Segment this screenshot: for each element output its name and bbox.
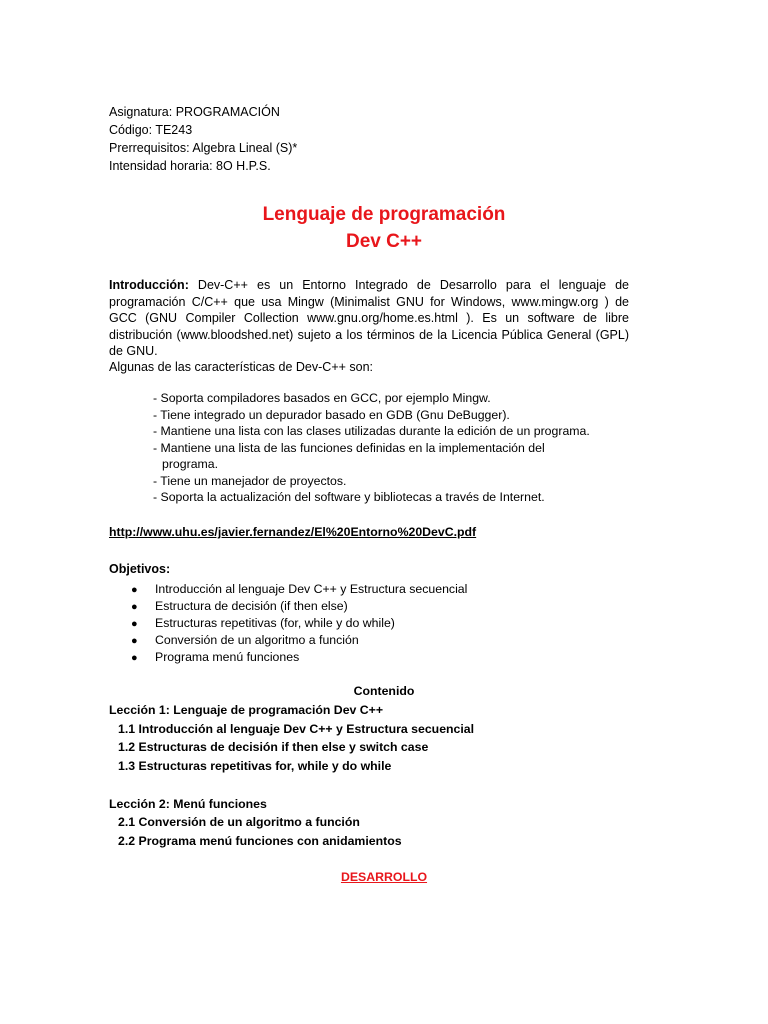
feature-item-continuation: [153, 456, 218, 473]
objetivo-text: Estructuras repetitivas (for, while y do while): [155, 616, 395, 630]
feature-item: - Soporta la actualización del software y bibliotecas a través de Internet.: [153, 490, 545, 504]
prerrequisitos-line: Prerrequisitos: Algebra Lineal (S)*: [109, 141, 298, 155]
leccion-1-heading: Lección 1: Lenguaje de programación Dev C++: [109, 703, 384, 717]
asignatura-line: Asignatura: PROGRAMACIÓN: [109, 105, 280, 119]
desarrollo-link[interactable]: DESARROLLO: [340, 870, 428, 884]
objetivo-item: [131, 581, 467, 599]
bullet-icon: ●: [131, 652, 138, 664]
bullet-icon: ●: [131, 584, 138, 596]
codigo-line: Código: TE243: [109, 123, 193, 137]
feature-item: - Tiene un manejador de proyectos.: [153, 474, 347, 488]
document-title-line2: Dev C++: [345, 231, 423, 252]
bullet-icon: ●: [131, 618, 138, 630]
leccion-2-heading: Lección 2: Menú funciones: [109, 797, 267, 811]
bullet-icon: ●: [131, 601, 138, 613]
objetivo-item: [131, 649, 299, 667]
devc-pdf-link[interactable]: http://www.uhu.es/javier.fernandez/El%20Entorno%20DevC.pdf: [109, 525, 477, 539]
contenido-heading: Contenido: [353, 684, 415, 698]
features-heading: Algunas de las características de Dev-C++ son:: [109, 360, 374, 374]
feature-item: - Soporta compiladores basados en GCC, por ejemplo Mingw.: [153, 391, 491, 405]
document-title-line1: Lenguaje de programación: [262, 204, 506, 225]
leccion-2-item: 2.1 Conversión de un algoritmo a función: [118, 815, 360, 829]
intro-text: Dev-C++ es un Entorno Integrado de Desarrollo para el lenguaje de programación C/C++ que usa Mingw (Minimalist GNU for Windows, www.mingw.org ) de GCC (GNU Compiler Collection www.gnu.org/home.es.html ). Es un software de libre distribución (www.bloodshed.net) sujeto a los términos de la Licencia Pública General (GPL) de GNU.: [109, 278, 629, 358]
bullet-icon: ●: [131, 635, 138, 647]
intensidad-line: Intensidad horaria: 8O H.P.S.: [109, 159, 271, 173]
intro-label: Introducción:: [109, 278, 189, 292]
leccion-1-item: 1.3 Estructuras repetitivas for, while y do while: [118, 759, 392, 773]
leccion-1-item: 1.1 Introducción al lenguaje Dev C++ y Estructura secuencial: [118, 722, 475, 736]
desarrollo-row: [0, 870, 768, 884]
objetivo-text: Introducción al lenguaje Dev C++ y Estructura secuencial: [155, 582, 468, 596]
objetivo-text: Estructura de decisión (if then else): [155, 599, 348, 613]
objetivo-item: [131, 632, 359, 650]
leccion-2-item: 2.2 Programa menú funciones con anidamientos: [118, 834, 402, 848]
feature-item: - Mantiene una lista con las clases utilizadas durante la edición de un programa.: [153, 424, 590, 438]
feature-item: - Tiene integrado un depurador basado en GDB (Gnu DeBugger).: [153, 408, 510, 422]
feature-item: - Mantiene una lista de las funciones definidas en la implementación del: [153, 441, 545, 455]
leccion-1-item: 1.2 Estructuras de decisión if then else y switch case: [118, 740, 429, 754]
objetivo-item: [131, 598, 348, 616]
objetivo-text: Conversión de un algoritmo a función: [155, 633, 359, 647]
objetivo-text: Programa menú funciones: [155, 650, 300, 664]
feature-item-continuation-text: programa.: [162, 457, 219, 471]
objetivo-item: [131, 615, 395, 633]
intro-paragraph: [109, 277, 629, 360]
objetivos-heading: Objetivos:: [109, 562, 171, 576]
